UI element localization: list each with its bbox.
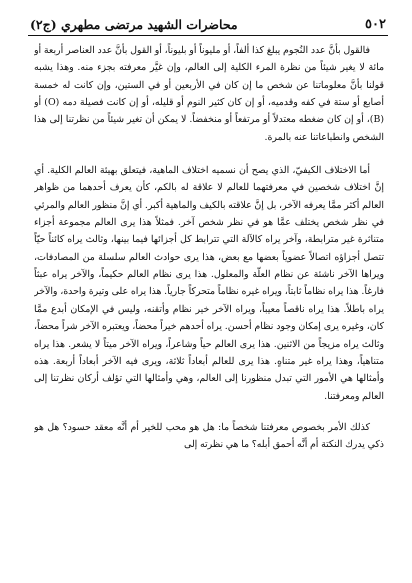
- running-title: محاضرات الشهيد مرتضى مطهري (ج٢): [30, 17, 238, 32]
- header-rule: [28, 35, 388, 36]
- paragraph-3: كذلك الأمر بخصوص معرفتنا شخصاً ما: هل هو محب للخير أم أنَّه معقد حسود؟ هل هو ذكي يدرك النكتة أم أنَّه أحمق أبله؟ ما هي نظرته إلى: [34, 421, 384, 451]
- paragraph-2: أما الاختلاف الكيفيّ، الذي يصح أن نسميه اختلاف الماهية، فيتعلق بهيئة العالم الكلية. أي إنَّ اختلاف شخصين في معرفتهما للعالم لا علاقة له بالكم، كأن يعرف أحدهما من ظواهر العالم أكثر ممَّا يعرفه الآخر، بل إنَّ علاقته بالكيف والماهية أكبر. أي إنَّ منظور العالم والمرئي في نظر شخص يختلف عمَّا هو في نظر شخص آخر. فمثلاً هذا يرى العالم مجموعة أجزاء متناثرة غير مترابطة، وآخر يراه كالآلة التي تترابط كل أجزائها فيما بينها، وثالث يراه كائناً حيّاً تتصل أجزاؤه اتصالاً عضوياً بعضها مع بعض، هذا يرى حوادث العالم سلسلة من المصادفات، ويراها الآخر ناشئة عن نظام العلّة والمعلول. هذا يرى نظام العالم حكيماً، والآخر يراه عبثاً فارغاً. هذا يراه نظاماً ثابتاً، ويراه غيره نظاماً متحركاً جارياً. هذا يراه على وتيرة واحدة، والآخر يراه باطلاً. هذا يراه ناقصاً معيباً، ويراه الآخر خير نظام وأتقنه، وليس في الإمكان أبدع ممَّا كان، وغيره يرى إمكان وجود نظام أحسن. يراه أحدهم خيراً محضاً، ويعتبره الآخر شراً محضاً، وثالث يراه مزيجاً من الاثنين. هذا يرى العالم حياً وشاعراً، ويراه الآخر ميتاً لا يشعر. هذا يراه متناهياً، وهذا يراه غير متناهٍ. هذا يرى للعالم أبعاداً ثلاثة، ويرى فيه الآخر أبعاداً أربعة. هذه وأمثالها هي الأمور التي تبدل منظورنا إلى العالم، وهي وأمثالها التي تؤلف أركان نظرتنا إلى العالم ومعرفتنا.: [34, 165, 384, 402]
- body-text: [34, 42, 384, 579]
- paragraph-1: فالقول بأنَّ عدد النُجوم يبلغ كذا ألفاً، أو مليوناً أو بليوناً، أو القول بأنَّ عدد العناصر أربعة أو مائة لا يغير شيئاً من نظرة المرء الكلية إلى العالم، وإن غيَّر معرفته بجزء منه. وهذا يشبه قولنا بأنَّ معلوماتنا عن شخص ما إن كان في الأربعين أو في الستين، وإن كانت له خمسة أصابع أو ستة في كفه وقدميه، أو إن كان كثير النوم أو قليله، أو إن كانت فصيلة دمه (O) أو (B)، أو إن كان ضغطه معتدلاً أو مرتفعاً أو منخفضاً. لا يمكن أن تغير شيئاً من نظرتنا إلى هذا الشخص وانطباعاتنا عنه بالمرة.: [34, 45, 384, 143]
- running-header: [30, 12, 386, 32]
- page-number: ٥٠٢: [365, 17, 386, 32]
